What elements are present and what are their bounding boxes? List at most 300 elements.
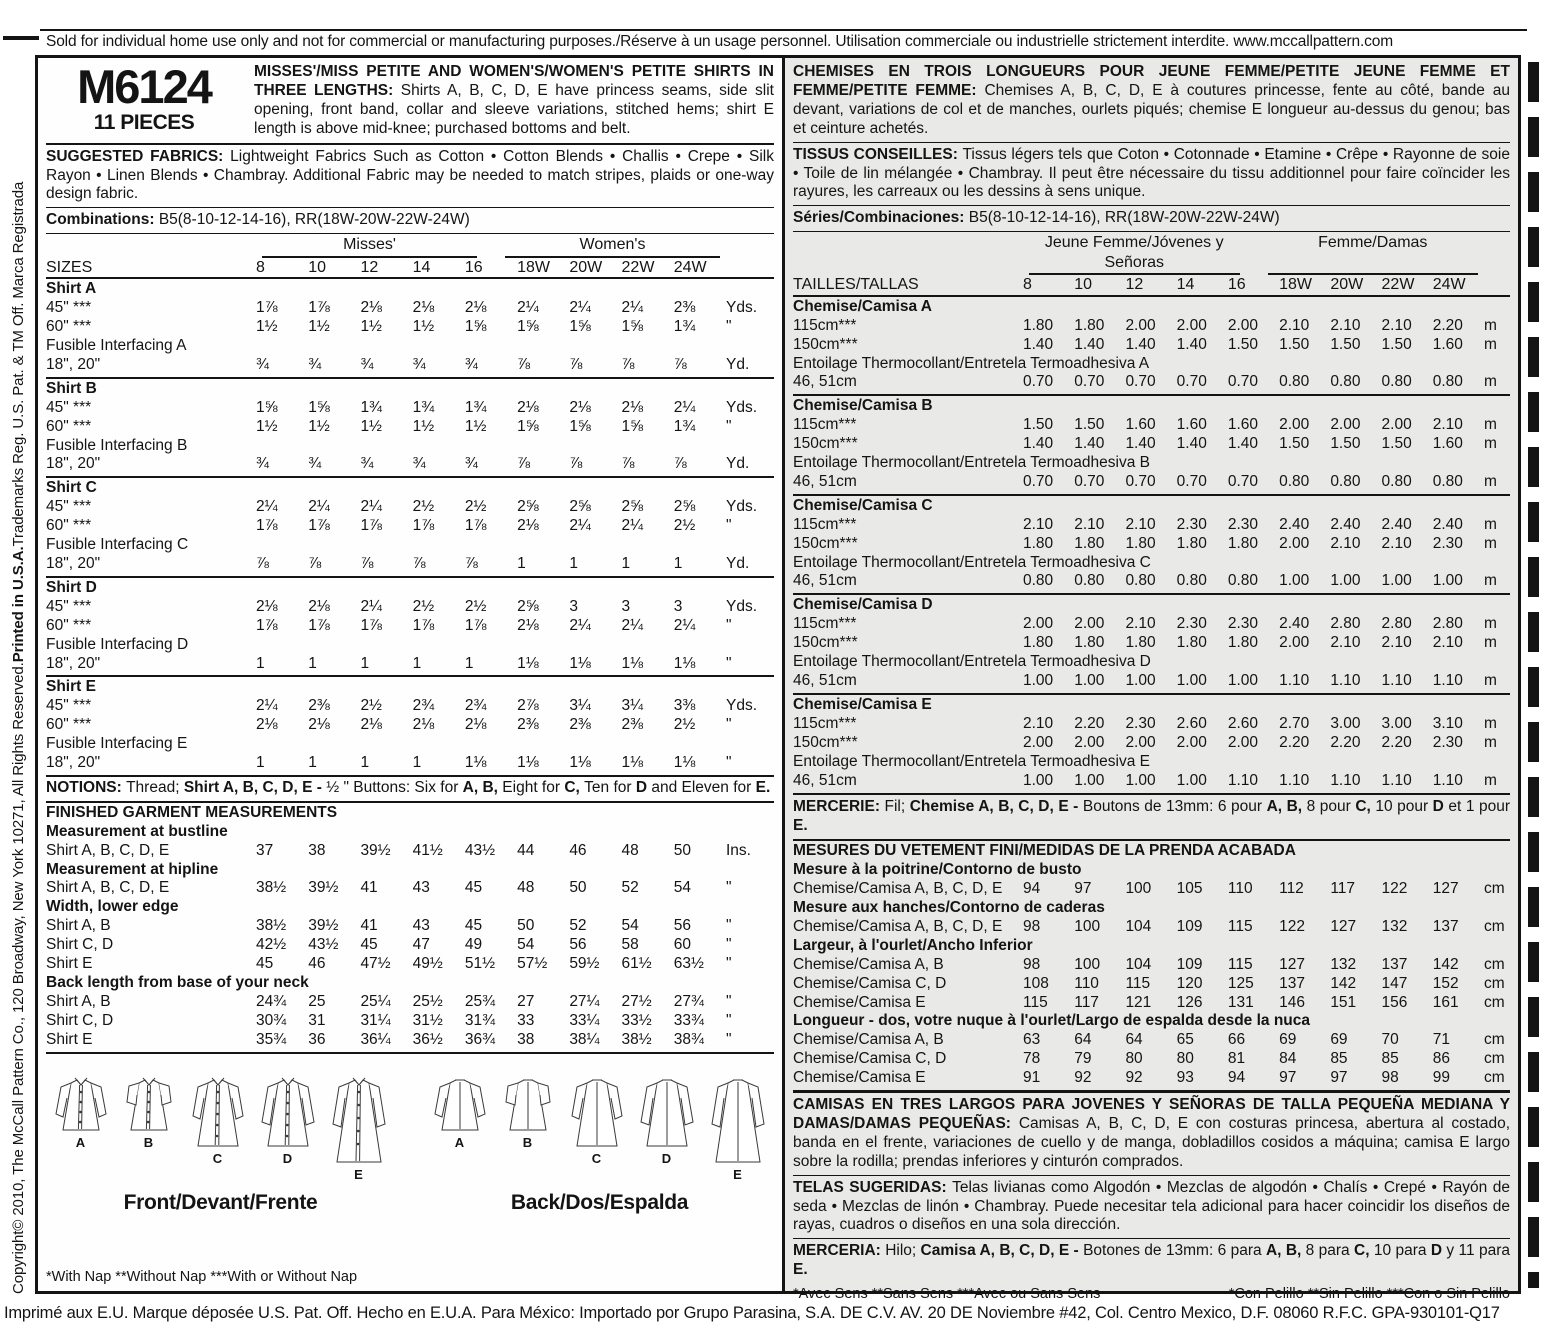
table-cell: 1 (569, 554, 578, 572)
table-cell: 2.00 (1074, 615, 1105, 633)
table-cell: 86 (1432, 1050, 1450, 1068)
table-cell: 2¼ (673, 398, 696, 416)
table-cell: 0.70 (1023, 373, 1054, 391)
table-cell: 36½ (412, 1030, 443, 1048)
table-cell: 18W (517, 258, 550, 276)
table-cell: 2.10 (1074, 515, 1105, 533)
shirt-back-c: C (565, 1070, 629, 1167)
text-segment: 10 para (1373, 1242, 1431, 1260)
entoilage-label: Entoilage Thermocollant/Entretela Termoadhesiva C (793, 553, 1151, 571)
shirt-back-d: D (635, 1070, 699, 1167)
table-cell: 100 (1074, 917, 1101, 935)
table-cell: 3 (569, 597, 578, 615)
table-cell: 2.70 (1279, 714, 1310, 732)
table-cell: ¾ (308, 455, 322, 473)
table-cell: 54 (517, 936, 535, 954)
section-head: Mesure à la poitrine/Contorno de busto (793, 861, 1082, 879)
table-cell: 63½ (673, 955, 704, 973)
table-cell: 1.50 (1330, 435, 1361, 453)
table-cell: 27¾ (673, 992, 704, 1010)
table-cell: 142 (1330, 974, 1357, 992)
table-cell: 1⅞ (360, 517, 382, 535)
table-cell: 52 (569, 917, 587, 935)
table-cell: 2.40 (1381, 515, 1412, 533)
metric-row: 150cm*** 1.80 1.80 1.80 1.80 1.80 2.00 2.10 2.10 2.10 m (793, 634, 1497, 652)
table-cell: 1⅞ (412, 517, 435, 535)
table-cell: 2¼ (360, 597, 382, 615)
table-cell: 3 (673, 597, 683, 615)
table-cell: ⅞ (569, 355, 583, 373)
table-cell: 1.10 (1227, 771, 1259, 789)
mesure-row: Chemise/Camisa A, B 98 100 104 109 115 127 132 137 142 cm (793, 955, 1505, 973)
mesure-row: Chemise/Camisa A, B, C, D, E 94 97 100 105 110 112 117 122 127 cm (793, 880, 1505, 898)
section-head: Mesure aux hanches/Contorno de caderas (793, 898, 1105, 916)
interfacing-label: Fusible Interfacing D (46, 635, 189, 653)
table-cell: 0.70 (1074, 373, 1105, 391)
table-cell: 70 (1381, 1031, 1399, 1049)
table-cell: 2⅝ (621, 498, 644, 516)
table-cell: 1.40 (1227, 435, 1259, 453)
section-head: Largeur, à l'ourlet/Ancho Inferior (793, 936, 1033, 954)
metric-row: 150cm*** 1.40 1.40 1.40 1.40 1.40 1.50 1.50 1.50 1.60 m (793, 435, 1497, 453)
table-cell: 1.40 (1125, 335, 1156, 353)
table-cell: 3.00 (1381, 714, 1412, 732)
table-cell: 2⅝ (569, 498, 591, 516)
table-cell: 1 (621, 554, 631, 572)
table-cell: 37 (256, 841, 274, 859)
table-cell: 2⅛ (256, 597, 278, 615)
table-cell: 112 (1279, 880, 1304, 898)
text-segment: Eight for (502, 778, 565, 796)
table-cell: 131 (1227, 993, 1254, 1011)
table-cell: 1 (412, 754, 422, 772)
table-cell: 25½ (412, 992, 443, 1010)
table-cell: 1.60 (1432, 435, 1463, 453)
table-cell: 12 (360, 258, 379, 276)
block-title: Chemise/Camisa A (793, 297, 932, 315)
table-cell: 2.10 (1330, 634, 1361, 652)
table-cell: ⅞ (464, 554, 478, 572)
text-segment: Shirt A, B, C, D, E - (183, 778, 327, 796)
section-head: Longueur - dos, votre nuque à l'ourlet/Largo de espalda desde la nuca (793, 1012, 1310, 1030)
table-cell: 100 (1074, 955, 1101, 973)
table-cell: 2⅛ (360, 299, 382, 317)
table-cell: 2¼ (517, 299, 539, 317)
measurement-row: Shirt A, B 38½ 39½ 41 43 45 50 52 54 56 " (46, 917, 732, 935)
table-cell: 122 (1381, 880, 1408, 898)
table-cell: 61½ (621, 955, 652, 973)
block-title: Shirt E (46, 678, 96, 696)
table-cell: 1.80 (1074, 316, 1105, 334)
table-cell: 2.00 (1023, 615, 1054, 633)
table-cell: 1½ (360, 318, 382, 336)
divider (793, 205, 1510, 206)
table-cell: 2⅞ (517, 697, 539, 715)
text-segment: Lightweight Fabrics Such as Cotton • Cotton Blends • Challis • Crepe • Silk Rayon • Linen Blends • Chambray. Additional Fabric may be needed to match stripes, plaids or one-way design fabric. (46, 147, 774, 203)
footnote-es: *Con Pelillo **Sin Pelillo ***Con o Sin Pelillo (1228, 1286, 1510, 1303)
metric-row: 150cm*** 1.40 1.40 1.40 1.40 1.50 1.50 1.50 1.50 1.60 m (793, 335, 1497, 353)
table-cell: 0.70 (1125, 472, 1156, 490)
table-cell: 56 (569, 936, 587, 954)
table-cell: 50 (569, 879, 587, 897)
table-cell: 1⅛ (621, 754, 644, 772)
table-cell: 91 (1023, 1069, 1041, 1087)
table-cell: 41 (360, 879, 378, 897)
table-cell: 1 (256, 654, 265, 672)
table-cell: 69 (1330, 1031, 1348, 1049)
footnote-fr: *Avec Sens **Sans Sens ***Avec ou Sans Sens (793, 1286, 1101, 1303)
table-cell: 0.80 (1381, 373, 1412, 391)
table-cell: 1.50 (1330, 335, 1361, 353)
table-cell: 2.10 (1125, 615, 1156, 633)
table-cell: 152 (1432, 974, 1459, 992)
table-cell: 2.00 (1227, 316, 1259, 334)
table-cell: 2.60 (1176, 714, 1207, 732)
table-cell: 64 (1074, 1031, 1092, 1049)
table-cell: 14 (1176, 276, 1195, 294)
measurement-row: Shirt A, B 24¾ 25 25¼ 25½ 25¾ 27 27¼ 27½ 27¾ " (46, 992, 732, 1010)
table-cell: 2.00 (1125, 733, 1156, 751)
table-cell: 1.50 (1074, 416, 1105, 434)
table-cell: 117 (1330, 880, 1356, 898)
table-cell: 1⅞ (308, 299, 330, 317)
english-panel (38, 58, 785, 1291)
text-segment: 8 pour (1306, 798, 1356, 816)
text-segment: Chemises A, B, C, D, E à coutures princesse, fente au côté, bande au devant, variations de col et de manches, ourlets piqués; chemise E longueur au-dessus du genou; bas et ceinture achetés. (793, 81, 1510, 137)
table-cell: 1¾ (412, 398, 435, 416)
table-cell: 1.80 (1125, 534, 1156, 552)
table-cell: 2⅛ (464, 716, 487, 734)
table-cell: ⅞ (517, 355, 531, 373)
size-values (1023, 275, 1484, 295)
table-cell: 110 (1227, 880, 1253, 898)
yardage-row: 18", 20" 1 1 1 1 1 1⅛ 1⅛ 1⅛ 1⅛ " (46, 654, 732, 672)
table-cell: 137 (1381, 955, 1408, 973)
table-cell: 2¼ (308, 498, 330, 516)
table-cell: 3.00 (1330, 714, 1361, 732)
table-cell: 46 (308, 955, 326, 973)
table-cell: 2.10 (1279, 316, 1310, 334)
table-cell: 2½ (673, 716, 696, 734)
table-cell: 1⅝ (569, 318, 591, 336)
table-cell: 1.50 (1381, 335, 1412, 353)
text-segment: Boutons de 13mm: 6 pour (1082, 798, 1267, 816)
table-cell: 104 (1125, 917, 1152, 935)
table-cell: 1⅛ (621, 654, 644, 672)
metric-row: 150cm*** 1.80 1.80 1.80 1.80 1.80 2.00 2.10 2.10 2.30 m (793, 534, 1497, 552)
table-cell: 132 (1330, 955, 1357, 973)
mesure-row: Chemise/Camisa A, B, C, D, E 98 100 104 109 115 122 127 132 137 cm (793, 917, 1505, 935)
table-cell: 58 (621, 936, 639, 954)
interfacing-label: Fusible Interfacing B (46, 436, 188, 454)
table-cell: 48 (621, 841, 639, 859)
table-cell: 97 (1279, 1069, 1297, 1087)
yardage-row: 60" *** 2⅛ 2⅛ 2⅛ 2⅛ 2⅛ 2⅜ 2⅜ 2⅜ 2½ " (46, 716, 732, 734)
table-cell: 147 (1381, 974, 1408, 992)
table-cell: 2.10 (1432, 634, 1463, 652)
table-cell: 2.10 (1432, 416, 1463, 434)
text-segment: CHEMISES EN TROIS LONGUEURS POUR JEUNE FEMME/PETITE JEUNE FEMME ET FEMME/PETITE FEMME: (793, 63, 1510, 99)
table-cell: 80 (1125, 1050, 1143, 1068)
table-cell: 0.80 (1330, 472, 1361, 490)
table-cell: 1.80 (1227, 534, 1259, 552)
table-cell: 44 (517, 841, 535, 859)
table-cell: 104 (1125, 955, 1152, 973)
table-cell: 45 (256, 955, 274, 973)
table-cell: 65 (1176, 1031, 1194, 1049)
french-spanish-panel (785, 58, 1518, 1303)
table-cell: 1.40 (1074, 435, 1105, 453)
table-cell: 2.40 (1330, 515, 1361, 533)
table-cell: 54 (621, 917, 639, 935)
table-cell: 1¾ (673, 417, 696, 435)
table-cell: 30¾ (256, 1011, 287, 1029)
text-segment: Tissus légers tels que Coton • Cotonnade • Etamine • Crêpe • Rayonne de soie • Toile de lin mélangée • Chambray. Il peut être nécessaire du tissu additionnel pour faire coïncider les rayures, les carreaux ou les dessins à sens unique. (793, 145, 1510, 201)
sizes-label: SIZES (46, 258, 93, 276)
table-cell: 0.80 (1023, 572, 1054, 590)
text-segment: A, B, (462, 778, 503, 796)
yardage-row: 18", 20" ⅞ ⅞ ⅞ ⅞ ⅞ 1 1 1 1 Yd. (46, 554, 750, 572)
table-cell: 2.10 (1330, 534, 1361, 552)
measurement-row: Shirt A, B, C, D, E 38½ 39½ 41 43 45 48 50 52 54 " (46, 879, 732, 897)
table-cell: 20W (1330, 276, 1364, 294)
text-segment: Combinations: (46, 211, 159, 229)
header (46, 61, 774, 142)
table-cell: ¾ (308, 355, 322, 373)
table-cell: 36¼ (360, 1030, 391, 1048)
table-cell: 33 (517, 1011, 535, 1029)
table-cell: 1.80 (1176, 634, 1207, 652)
metric-block-b (793, 394, 1510, 494)
table-cell: 1¾ (464, 398, 487, 416)
table-cell: 2⅛ (569, 398, 591, 416)
table-cell: 1.60 (1176, 416, 1207, 434)
metric-row: 115cm*** 1.50 1.50 1.60 1.60 1.60 2.00 2.00 2.00 2.10 m (793, 416, 1497, 434)
table-cell: 1.00 (1023, 672, 1054, 690)
table-cell: 2.10 (1330, 316, 1361, 334)
text-segment: y 11 para (1446, 1242, 1510, 1260)
table-cell: 127 (1330, 917, 1357, 935)
back-views (427, 1070, 772, 1266)
table-cell: 46 (569, 841, 587, 859)
text-segment: A, B, (1265, 1242, 1306, 1260)
table-cell: 1.50 (1023, 416, 1054, 434)
notions (46, 775, 774, 801)
table-cell: 31 (308, 1011, 326, 1029)
table-cell: 2⅜ (569, 716, 591, 734)
table-cell: 0.80 (1279, 373, 1310, 391)
table-cell: 1.10 (1279, 771, 1310, 789)
table-cell: 47½ (360, 955, 391, 973)
front-caption: Front/Devant/Frente (123, 1191, 318, 1215)
table-cell: 1.80 (1074, 534, 1105, 552)
camisas-intro (793, 1094, 1510, 1174)
mesure-row: Chemise/Camisa C, D 108 110 115 120 125 137 142 147 152 cm (793, 974, 1505, 992)
table-cell: 1.80 (1023, 634, 1054, 652)
table-cell: 3 (621, 597, 631, 615)
metric-row: 115cm*** 2.00 2.00 2.10 2.30 2.30 2.40 2.80 2.80 2.80 m (793, 615, 1497, 633)
table-cell: 2.10 (1381, 534, 1412, 552)
measurement-row: Shirt A, B, C, D, E 37 38 39½ 41½ 43½ 44 46 48 50 Ins. (46, 841, 751, 859)
text-segment: ½ " Buttons: Six for (326, 778, 463, 796)
table-cell: 0.70 (1023, 472, 1054, 490)
table-cell: 1⅝ (308, 398, 330, 416)
table-cell: 1.00 (1074, 672, 1105, 690)
table-cell: 1⅝ (569, 417, 591, 435)
table-cell: 132 (1381, 917, 1408, 935)
text-segment: Telas livianas como Algodón • Mezclas de algodón • Chalís • Crepé • Rayón de seda • Mezclas de linón • Chambray. Puede necesitar tela adicional para hacer coincidir los diseños de rayas, cuadros o diseños en una sola dirección. (793, 1178, 1510, 1234)
table-cell: 36 (308, 1030, 326, 1048)
metric-row: 46, 51cm 1.00 1.00 1.00 1.00 1.10 1.10 1.10 1.10 1.10 m (793, 771, 1497, 789)
shirt-back-b: B (497, 1070, 559, 1151)
text-segment: Trademarks Reg. U.S. Pat. & TM Off. Marca Registrada (9, 181, 27, 547)
table-cell: 0.80 (1330, 373, 1361, 391)
table-cell: 2¼ (621, 616, 644, 634)
shirt-back-a: A (429, 1070, 491, 1151)
table-cell: 2⅛ (412, 716, 435, 734)
metric-row: 46, 51cm 0.70 0.70 0.70 0.70 0.70 0.80 0.80 0.80 0.80 m (793, 472, 1497, 490)
table-cell: 25 (308, 992, 326, 1010)
metric-row: 115cm*** 2.10 2.20 2.30 2.60 2.60 2.70 3.00 3.00 3.10 m (793, 714, 1497, 732)
table-cell: 115 (1023, 993, 1048, 1011)
pattern-description (254, 63, 774, 139)
table-cell: 25¾ (464, 992, 496, 1010)
table-cell: 1.80 (1227, 634, 1259, 652)
divider (793, 1238, 1510, 1239)
table-cell: 1.10 (1381, 771, 1412, 789)
table-cell: 0.70 (1176, 373, 1207, 391)
text-segment: D (635, 778, 652, 796)
table-cell: 120 (1176, 974, 1203, 992)
table-cell: 1.80 (1023, 316, 1054, 334)
text-segment: D (1430, 1242, 1447, 1260)
table-cell: ⅞ (517, 455, 531, 473)
text-segment: Printed in U.S.A. (9, 546, 27, 663)
text-segment: C, (1354, 1242, 1374, 1260)
table-cell: 1⅞ (256, 299, 278, 317)
table-cell: 115 (1227, 917, 1253, 935)
table-cell: 1.10 (1330, 771, 1361, 789)
measurements-title: FINISHED GARMENT MEASUREMENTS (46, 803, 338, 821)
table-cell: 27¼ (569, 992, 600, 1010)
table-cell: 1⅞ (412, 616, 435, 634)
table-cell: 137 (1432, 917, 1459, 935)
copyright-sidebar (2, 55, 34, 1294)
table-cell: 43½ (464, 841, 496, 859)
table-cell: 1.10 (1279, 672, 1310, 690)
table-cell: 109 (1176, 917, 1203, 935)
metric-block-c (793, 494, 1510, 594)
table-cell: 22W (1381, 276, 1415, 294)
table-cell: 1.00 (1432, 572, 1463, 590)
entoilage-label: Entoilage Thermocollant/Entretela Termoadhesiva D (793, 653, 1151, 671)
table-cell: 0.80 (1279, 472, 1310, 490)
table-cell: 0.70 (1125, 373, 1156, 391)
section-head: Measurement at hipline (46, 860, 219, 878)
yardage-row: 45" *** 2¼ 2⅜ 2½ 2¾ 2¾ 2⅞ 3¼ 3¼ 3⅜ Yds. (46, 697, 758, 715)
text-segment: D (1432, 798, 1449, 816)
table-cell: 1 (308, 754, 317, 772)
main-frame (35, 55, 1521, 1303)
table-cell: 100 (1125, 880, 1152, 898)
table-cell: 31½ (412, 1011, 443, 1029)
sizes-row (46, 258, 774, 278)
text-segment: B5(8-10-12-14-16), RR(18W-20W-22W-24W) (158, 211, 470, 229)
text-segment: Copyright© 2010, The McCall Pattern Co., 120 Broadway, New York 10271, All Rights Reserved. (9, 662, 27, 1294)
table-cell: 66 (1227, 1031, 1246, 1049)
shirt-front-d: D (256, 1070, 320, 1167)
table-cell: 1⅝ (256, 398, 278, 416)
table-cell: 2.10 (1125, 515, 1156, 533)
table-cell: 1½ (308, 318, 330, 336)
table-cell: 1⅛ (517, 754, 539, 772)
divider (46, 143, 774, 145)
combinations (46, 209, 774, 232)
table-cell: 10 (308, 258, 327, 276)
table-cell: 1⅛ (569, 654, 591, 672)
table-cell: 2⅝ (517, 597, 539, 615)
table-cell: 1½ (412, 417, 435, 435)
table-cell: 1.00 (1125, 771, 1156, 789)
divider (793, 1090, 1510, 1093)
table-cell: 2⅝ (673, 498, 696, 516)
table-cell: 2¼ (256, 697, 278, 715)
table-cell: 2.30 (1432, 534, 1463, 552)
yardage-row: 60" *** 1½ 1½ 1½ 1½ 1⅝ 1⅝ 1⅝ 1⅝ 1¾ " (46, 318, 732, 336)
table-cell: 2.30 (1125, 714, 1156, 732)
section-head: Width, lower edge (46, 898, 179, 916)
table-cell: 151 (1330, 993, 1357, 1011)
table-cell: 1.50 (1227, 335, 1259, 353)
table-cell: 38½ (256, 879, 287, 897)
measurement-row: Shirt E 35¾ 36 36¼ 36½ 36¾ 38 38¼ 38½ 38¾ " (46, 1030, 732, 1048)
back-caption: Back/Dos/Espalda (510, 1191, 689, 1215)
table-cell: 1.10 (1330, 672, 1361, 690)
top-rule (40, 29, 1527, 31)
table-cell: 2½ (360, 697, 382, 715)
table-cell: ⅞ (621, 355, 635, 373)
table-cell: 2¼ (360, 498, 382, 516)
table-cell: 2⅝ (517, 498, 539, 516)
table-cell: 49½ (412, 955, 443, 973)
table-cell: 125 (1227, 974, 1254, 992)
text-segment: Thread; (126, 778, 184, 796)
table-cell: 146 (1279, 993, 1305, 1011)
table-cell: 2½ (673, 517, 696, 535)
text-segment: A, B, (1266, 798, 1307, 816)
table-cell: ¾ (360, 355, 374, 373)
block-title: Shirt C (46, 479, 97, 497)
shirt-front-e: E (326, 1070, 392, 1183)
table-cell: 60 (673, 936, 691, 954)
table-cell: ¾ (360, 455, 374, 473)
table-cell: 1.80 (1176, 534, 1207, 552)
table-cell: 0.70 (1227, 373, 1259, 391)
shirt-front-b: B (118, 1070, 180, 1151)
table-cell: 1.00 (1279, 572, 1310, 590)
text-segment: Camisas A, B, C, D, E con costuras princesa, abertura al costado, banda en el frente, variaciones de cuello y de manga, dobladillos cosidos a máquina; camisa E largo sobre la rodilla; prendas inferiores y cinturón comprados. (793, 1114, 1510, 1170)
text-segment: MERCERIA: (793, 1242, 886, 1260)
table-cell: 1½ (256, 318, 278, 336)
metric-row: 150cm*** 2.00 2.00 2.00 2.00 2.00 2.20 2.20 2.20 2.30 m (793, 733, 1497, 751)
table-cell: 98 (1381, 1069, 1399, 1087)
table-cell: ¾ (412, 455, 426, 473)
table-cell: 3⅜ (673, 697, 696, 715)
table-cell: 24W (673, 258, 707, 276)
table-cell: 2¼ (621, 299, 644, 317)
suggested-fabrics (46, 146, 774, 207)
table-cell: 0.80 (1381, 472, 1412, 490)
